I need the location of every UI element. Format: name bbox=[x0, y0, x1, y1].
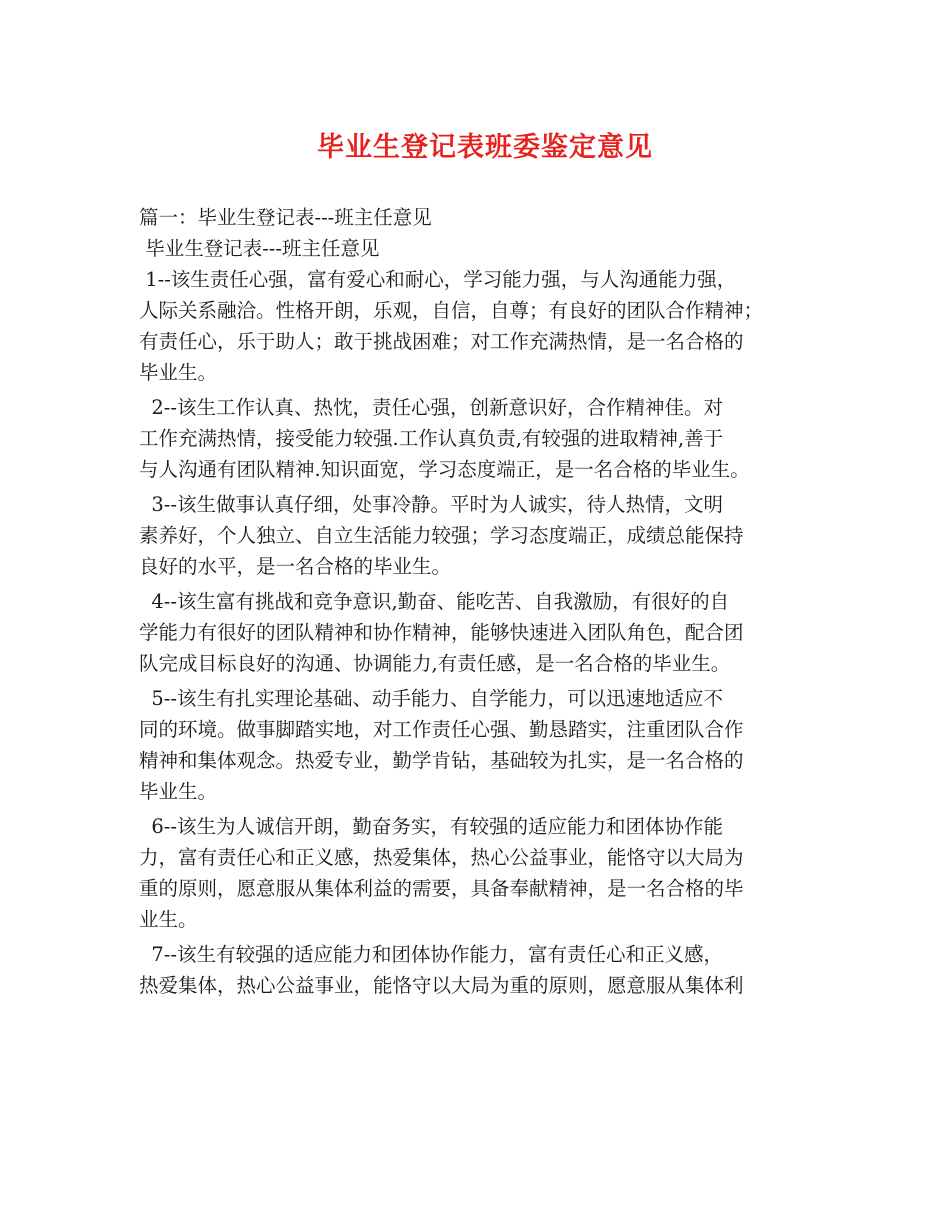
paragraph bbox=[139, 489, 815, 582]
text-line: 精神和集体观念。热爱专业，勤学肯钻，基础较为扎实，是一名合格的 bbox=[139, 749, 744, 772]
text-line: 业生。 bbox=[139, 908, 198, 931]
text-line: 毕业生登记表---班主任意见 bbox=[139, 237, 380, 260]
text-line: 重的原则，愿意服从集体利益的需要，具备奉献精神，是一名合格的毕 bbox=[139, 877, 744, 900]
paragraph bbox=[139, 392, 815, 485]
text-line: 毕业生。 bbox=[139, 361, 218, 384]
paragraph bbox=[139, 233, 815, 264]
text-line: 3--该生做事认真仔细，处事冷静。平时为人诚实，待人热情，文明 bbox=[139, 493, 723, 516]
text-line: 1--该生责任心强，富有爱心和耐心，学习能力强，与人沟通能力强， bbox=[139, 268, 737, 291]
paragraph bbox=[139, 683, 815, 807]
text-line: 有责任心，乐于助人；敢于挑战困难；对工作充满热情，是一名合格的 bbox=[139, 330, 744, 353]
paragraph bbox=[139, 939, 815, 1001]
text-line: 队完成目标良好的沟通、协调能力,有责任感，是一名合格的毕业生。 bbox=[139, 652, 731, 675]
text-line: 良好的水平，是一名合格的毕业生。 bbox=[139, 555, 452, 578]
text-line: 学能力有很好的团队精神和协作精神，能够快速进入团队角色，配合团 bbox=[139, 621, 744, 644]
text-line: 篇一：毕业生登记表---班主任意见 bbox=[139, 206, 432, 229]
text-line: 7--该生有较强的适应能力和团体协作能力，富有责任心和正义感， bbox=[139, 943, 723, 966]
text-line: 毕业生。 bbox=[139, 780, 218, 803]
text-line: 2--该生工作认真、热忱，责任心强，创新意识好，合作精神佳。对 bbox=[139, 396, 723, 419]
text-line: 热爱集体，热心公益事业，能恪守以大局为重的原则，愿意服从集体利 bbox=[139, 974, 744, 997]
text-line: 5--该生有扎实理论基础、动手能力、自学能力，可以迅速地适应不 bbox=[139, 687, 723, 710]
text-line: 人际关系融洽。性格开朗，乐观，自信，自尊；有良好的团队合作精神； bbox=[139, 299, 764, 322]
paragraph bbox=[139, 586, 815, 679]
text-line: 同的环境。做事脚踏实地，对工作责任心强、勤恳踏实，注重团队合作 bbox=[139, 718, 744, 741]
text-line: 工作充满热情，接受能力较强.工作认真负责,有较强的进取精神,善于 bbox=[139, 427, 724, 450]
text-line: 力，富有责任心和正义感，热爱集体，热心公益事业，能恪守以大局为 bbox=[139, 846, 744, 869]
paragraph bbox=[139, 264, 815, 388]
text-line: 与人沟通有团队精神.知识面宽，学习态度端正，是一名合格的毕业生。 bbox=[139, 458, 750, 481]
document-content bbox=[139, 128, 815, 1005]
paragraph bbox=[139, 811, 815, 935]
text-line: 6--该生为人诚信开朗，勤奋务实，有较强的适应能力和团体协作能 bbox=[139, 815, 723, 838]
document-title: 毕业生登记表班委鉴定意见 bbox=[317, 132, 653, 163]
paragraph bbox=[139, 202, 815, 233]
text-line: 素养好，个人独立、自立生活能力较强；学习态度端正，成绩总能保持 bbox=[139, 524, 744, 547]
text-line: 4--该生富有挑战和竞争意识,勤奋、能吃苦、自我激励，有很好的自 bbox=[139, 590, 730, 613]
document-body bbox=[139, 202, 815, 1001]
